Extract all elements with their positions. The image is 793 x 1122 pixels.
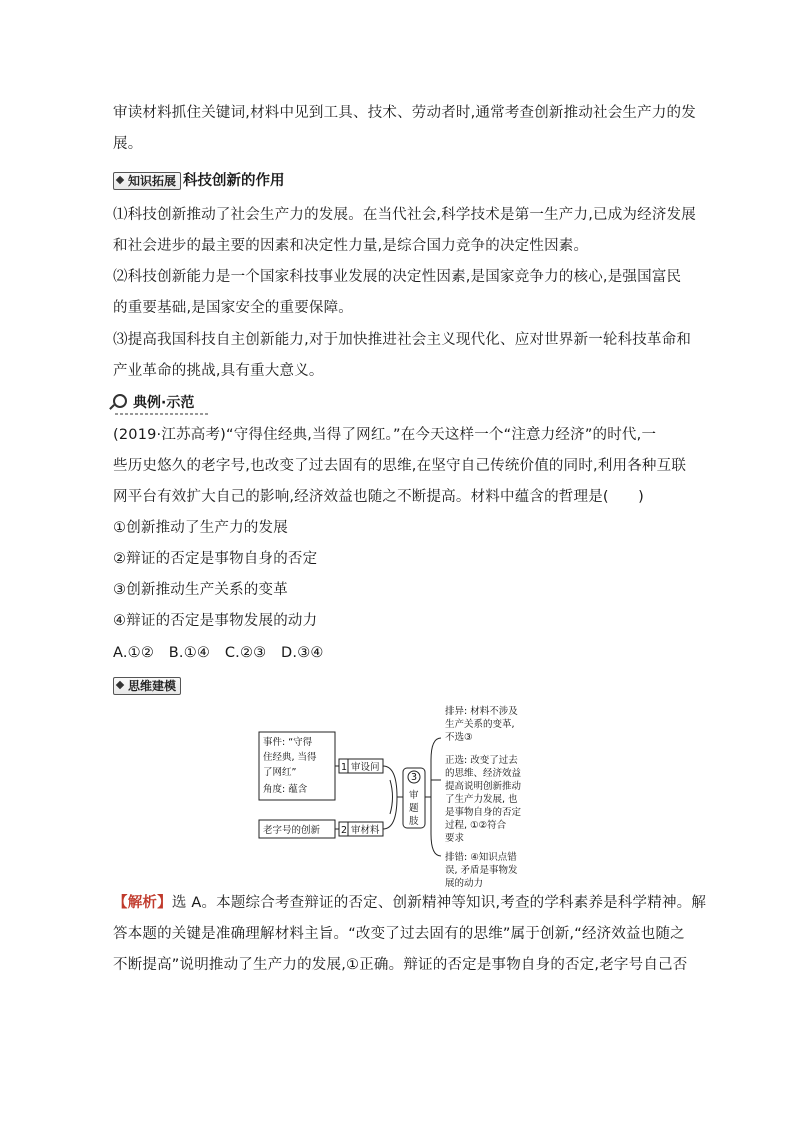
analysis-text: 选 A。本题综合考查辩证的否定、创新精神等知识,考查的学科素养是科学精神。解 [171, 895, 707, 911]
intro-line: 展。 [113, 136, 143, 152]
wrong-text: 误, 矛盾是事物发 [445, 865, 518, 876]
event-text: 事件: “守得 [263, 737, 313, 748]
correct-text: 的思维、经济效益 [445, 768, 522, 779]
step3-label-char: 题 [409, 803, 419, 814]
correct-text: 过程, ①②符合 [445, 820, 507, 831]
exclude-text: 生产关系的变革, [445, 719, 515, 730]
example-heading-label: 典例·示范 [133, 395, 195, 411]
model-tag [113, 677, 181, 695]
event-text: 了网红” [263, 767, 297, 778]
material-text: 老字号的创新 [263, 825, 321, 836]
knowledge-tag [113, 172, 181, 190]
option-3: ③创新推动生产关系的变革 [113, 582, 288, 598]
magnifier-icon [113, 394, 127, 408]
model-tag-label: 思维建模 [128, 679, 177, 693]
knowledge-line: 的重要基础,是国家安全的重要保障。 [113, 300, 354, 316]
correct-text: 提高说明创新推动 [445, 781, 522, 792]
knowledge-line: 和社会进步的最主要的因素和决定性力量,是综合国力竞争的决定性因素。 [113, 238, 589, 254]
option-4: ④辩证的否定是事物发展的动力 [113, 613, 318, 629]
thinking-model-diagram [255, 700, 555, 890]
option-2: ②辩证的否定是事物自身的否定 [113, 551, 318, 567]
options-brace [431, 738, 441, 856]
diamond-icon [116, 176, 124, 184]
question-line: 网平台有效扩大自己的影响,经济效益也随之不断提高。材料中蕴含的哲理是( ) [113, 489, 645, 505]
correct-text: 正选: 改变了过去 [445, 755, 518, 766]
correct-text: 要求 [445, 833, 465, 844]
merge-brace [383, 766, 397, 829]
dotted-underline [115, 413, 208, 415]
analysis-line: 不断提高”说明推动了生产力的发展,①正确。辩证的否定是事物自身的否定,老字号自己否 [113, 957, 688, 973]
answer-choices: A.①② B.①④ C.②③ D.③④ [113, 645, 324, 661]
knowledge-line: ⑵科技创新能力是一个国家科技事业发展的决定性因素,是国家竞争力的核心,是强国富民 [113, 269, 682, 285]
correct-text: 是事物自身的否定 [445, 807, 522, 818]
question-line: (2019·江苏高考)“守得住经典,当得了网红。”在今天这样一个“注意力经济”的时代,一 [113, 427, 657, 443]
step2-label: 审材料 [351, 825, 380, 836]
knowledge-line: 产业革命的挑战,具有重大意义。 [113, 363, 324, 379]
knowledge-tag-label: 知识拓展 [128, 174, 177, 188]
diamond-icon [116, 681, 124, 689]
step3-number: 3 [411, 772, 418, 783]
question-line: 些历史悠久的老字号,也改变了过去固有的思维,在坚守自己传统价值的同时,利用各种互联 [113, 458, 687, 474]
exclude-text: 不选③ [445, 732, 473, 743]
step3-label-char: 肢 [409, 816, 419, 827]
step2-number: 2 [341, 825, 348, 836]
step1-number: 1 [341, 762, 348, 773]
knowledge-line: ⑴科技创新推动了社会生产力的发展。在当代社会,科学技术是第一生产力,已成为经济发展 [113, 207, 696, 223]
step1-label: 审设问 [351, 762, 380, 773]
analysis-line: 答本题的关键是准确理解材料主旨。“改变了过去固有的思维”属于创新,“经济效益也随之 [113, 926, 685, 942]
event-text: 住经典, 当得 [263, 752, 317, 763]
analysis-label: 【解析】 [113, 895, 172, 911]
analysis-line [113, 893, 706, 913]
event-text: 角度: 蕴含 [263, 784, 308, 795]
merge-brace-inner [390, 780, 393, 814]
exclude-text: 排异: 材料不涉及 [445, 706, 518, 717]
option-1: ①创新推动了生产力的发展 [113, 520, 288, 536]
step3-label-char: 审 [409, 790, 419, 801]
correct-text: 了生产力发展, 也 [445, 794, 518, 805]
wrong-text: 排错: ④知识点错 [445, 852, 517, 863]
knowledge-line: ⑶提高我国科技自主创新能力,对于加快推进社会主义现代化、应对世界新一轮科技革命和 [113, 332, 692, 348]
example-heading [113, 393, 194, 413]
wrong-text: 展的动力 [445, 878, 484, 889]
intro-line: 审读材料抓住关键词,材料中见到工具、技术、劳动者时,通常考查创新推动社会生产力的发 [113, 105, 696, 121]
knowledge-title: 科技创新的作用 [183, 173, 285, 189]
